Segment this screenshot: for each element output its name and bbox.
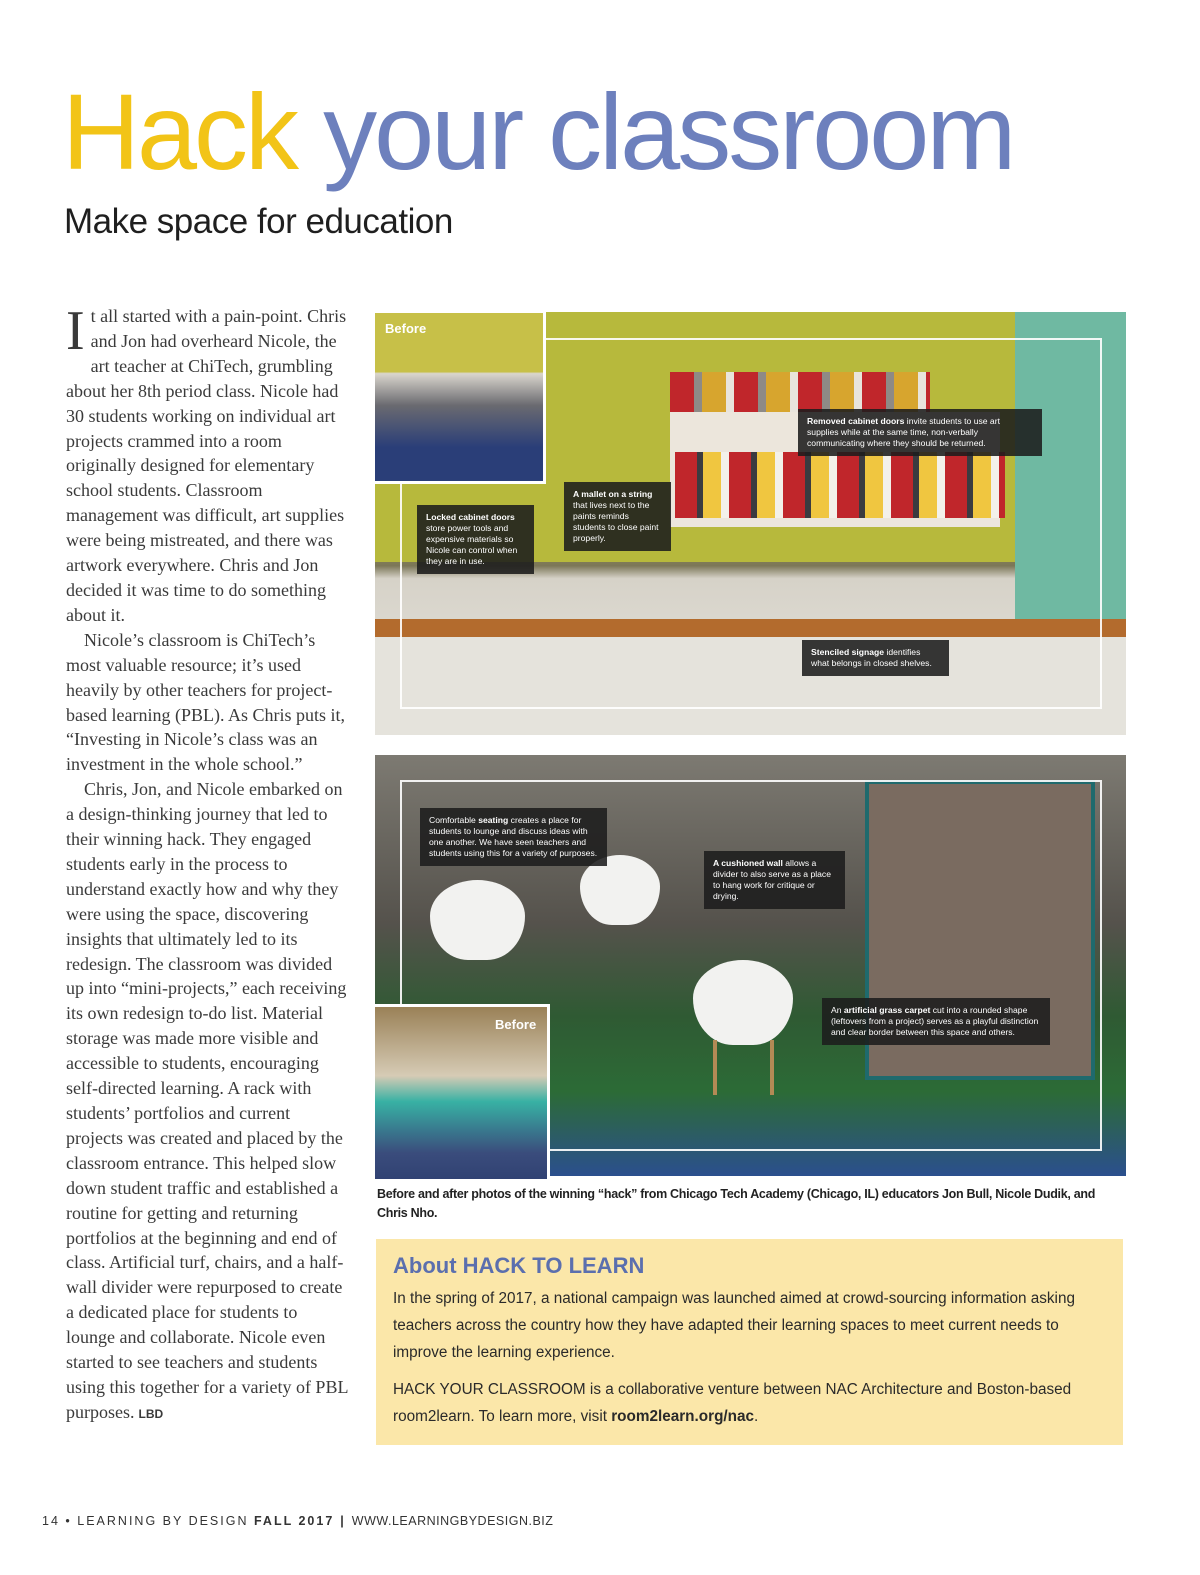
photo-caption: Before and after photos of the winning “hack” from Chicago Tech Academy (Chicago, IL) educators Jon Bull, Nicole Dudik, and Chris Nho. (377, 1187, 1096, 1220)
title-hack: Hack (62, 71, 297, 192)
callout-seating-bold: seating (478, 815, 509, 825)
paint-cans-shelf (675, 452, 1005, 518)
callout-stencil-bold: Stenciled signage (811, 647, 885, 657)
article-paragraph-3 (66, 777, 348, 1427)
callout-locked-cabinet-doors (417, 505, 534, 574)
callout-carpet-text: cut into a rounded shape (leftovers from a project) serves as a playful distinction and clear border between this space and others. (831, 1005, 1039, 1037)
before-label-2: Before (495, 1017, 537, 1032)
callout-mallet-text: that lives next to the paints reminds students to close paint properly. (573, 500, 659, 543)
article-paragraph-2: Nicole’s classroom is ChiTech’s most valuable resource; it’s used heavily by other teachers for project-based learning (PBL). As Chris puts it, “Investing in Nicole’s class was an investment in the whole school.” (66, 629, 345, 775)
chair-leg (770, 1040, 774, 1095)
callout-carpet-bold: artificial grass carpet (843, 1005, 931, 1015)
footer-bullet: • (65, 1514, 72, 1528)
page-title (62, 71, 1014, 192)
lower-cabinets (375, 637, 1126, 735)
page-subtitle: Make space for education (64, 202, 453, 241)
callout-seating-text: creates a place for students to lounge and discuss ideas with one another. We have seen teachers and students using this for a variety of purposes. (429, 815, 598, 858)
callout-locked-bold: Locked cabinet doors (426, 512, 515, 522)
page-number: 14 (42, 1514, 60, 1528)
paint-cans-top (670, 372, 930, 412)
about-link[interactable]: room2learn.org/nac (611, 1408, 755, 1425)
counter-top (375, 619, 1126, 637)
wall-teal (1015, 312, 1126, 642)
website-link[interactable]: WWW.LEARNINGBYDESIGN.BIZ (351, 1514, 554, 1528)
callout-cushioned-wall (704, 851, 845, 909)
issue-label: FALL 2017 (253, 1514, 335, 1528)
about-paragraph-2-end: . (754, 1408, 759, 1425)
before-photo-1 (372, 310, 546, 484)
callout-wall-text: allows a divider to also serve as a place to hang work for critique or drying. (713, 858, 831, 901)
article-paragraph-1-text: t all started with a pain-point. Chris and Jon had overheard Nicole, the art teacher at ChiTech, grumbling about her 8th period class. Nicole had 30 students working on individual art projects crammed into a room originally designed for elementary school students. Classroom management was difficult, art supplies were being mistreated, and there was artwork everywhere. Chris and Jon decided it was time to do something about it. (66, 306, 347, 625)
footer-separator: | (340, 1514, 346, 1528)
about-paragraph-2 (393, 1376, 1107, 1430)
article-body (66, 300, 348, 1427)
callout-removed-text: invite students to use art supplies while at the same time, non-verbally communicating where they should be returned. (807, 416, 1000, 448)
page-footer (42, 1514, 553, 1528)
drop-cap: I (66, 300, 85, 362)
chair-3 (693, 960, 793, 1045)
about-paragraph-1: In the spring of 2017, a national campaign was launched aimed at crowd-sourcing information asking teachers across the country how they have adapted their learning spaces to meet current needs to improve the learning experience. (393, 1290, 1075, 1361)
callout-seating-pre: Comfortable (429, 815, 479, 825)
article-paragraph-1 (66, 300, 348, 628)
about-box (376, 1239, 1123, 1445)
callout-mallet-on-string (564, 482, 671, 551)
callout-stencil-text: identifies what belongs in closed shelves. (811, 647, 932, 668)
callout-carpet-pre: An (831, 1005, 844, 1015)
before-label-1: Before (385, 321, 427, 336)
callout-comfortable-seating (420, 808, 607, 866)
article-paragraph-3-text: Chris, Jon, and Nicole embarked on a design-thinking journey that led to their winning hack. They engaged students early in the process to understand exactly how and why they were using the space, discovering insights that ultimately led to its redesign. The classroom was divided up into “mini-projects,” each receiving its own redesign to-do list. Material storage was made more visible and accessible to students, encouraging self-directed learning. A rack with students’ portfolios and current projects was created and placed by the classroom entrance. This helped slow down student traffic and established a routine for getting and returning portfolios at the beginning and end of class. Artificial turf, chairs, and a half-wall divider were repurposed to create a dedicated place for students to lounge and collaborate. Nicole even started to see teachers and students using this together for a variety of PBL purposes. (66, 779, 348, 1422)
callout-locked-text: store power tools and expensive materials so Nicole can control when they are in use. (426, 523, 518, 566)
about-heading: About HACK TO LEARN (393, 1253, 645, 1278)
callout-removed-bold: Removed cabinet doors (807, 416, 905, 426)
callout-removed-cabinet-doors (798, 409, 1042, 456)
chair-1 (430, 880, 525, 960)
callout-wall-bold: A cushioned wall (713, 858, 783, 868)
magazine-name: LEARNING BY DESIGN (77, 1514, 249, 1528)
callout-mallet-bold: A mallet on a string (573, 489, 653, 499)
about-paragraph-2-text: HACK YOUR CLASSROOM is a collaborative venture between NAC Architecture and Boston-based room2learn. To learn more, visit (393, 1381, 1072, 1425)
title-your-classroom: your classroom (323, 71, 1014, 192)
callout-stenciled-signage (802, 640, 949, 676)
article-signature: LBD (138, 1406, 164, 1421)
callout-artificial-grass-carpet (822, 998, 1050, 1045)
before-photo-2 (372, 1004, 550, 1182)
chair-leg (713, 1040, 717, 1095)
